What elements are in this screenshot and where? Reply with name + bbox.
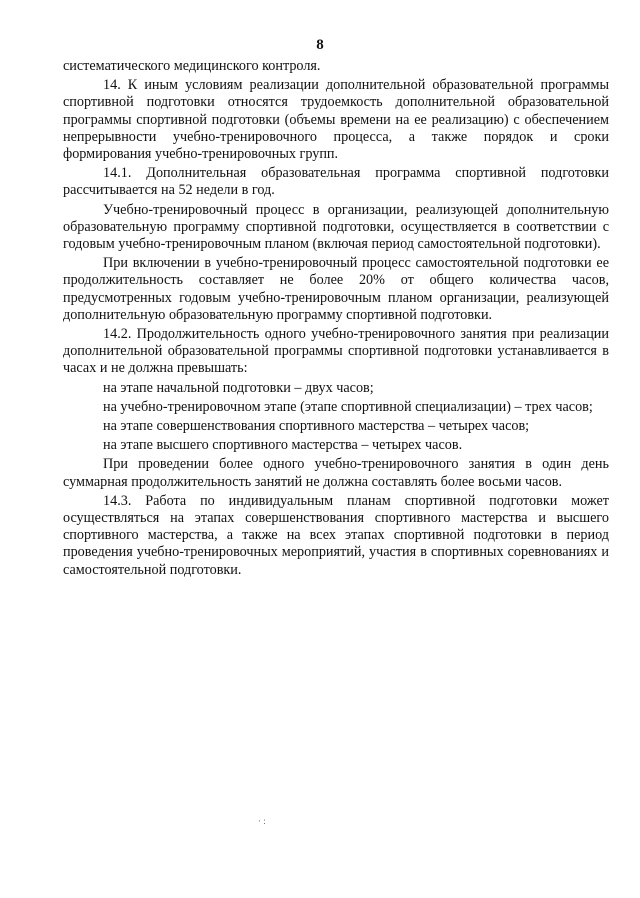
scan-artifact: · :	[258, 816, 266, 826]
paragraph-6: 14.2. Продолжительность одного учебно-тренировочного занятия при реализации дополнительной образовательной программы спортивной подготовки устанавливается в часах и не должна превышать:	[63, 326, 609, 377]
paragraph-9: на этапе совершенствования спортивного мастерства – четырех часов;	[103, 418, 530, 435]
page-number: 8	[316, 37, 324, 53]
paragraph-3: 14.1. Дополнительная образовательная программа спортивной подготовки рассчитывается на 52 недели в год.	[63, 165, 609, 199]
document-body	[63, 58, 609, 579]
paragraph-10: на этапе высшего спортивного мастерства – четырех часов.	[103, 437, 463, 454]
paragraph-8: на учебно-тренировочном этапе (этапе спортивной специализации) – трех часов;	[103, 398, 593, 415]
paragraph-1: систематического медицинского контроля.	[63, 58, 321, 74]
paragraph-2: 14. К иным условиям реализации дополнительной образовательной программы спортивной подготовки относятся трудоемкость дополнительной образовательной программы спортивной подготовки (объемы времени на ее реализацию) с обеспечением непрерывности учебно-тренировочного процесса, а также порядок и сроки формирования учебно-тренировочных групп.	[63, 77, 609, 163]
paragraph-11: При проведении более одного учебно-тренировочного занятия в один день суммарная продолжительность занятий не должна составлять более восьми часов.	[63, 456, 609, 490]
paragraph-4: Учебно-тренировочный процесс в организации, реализующей дополнительную образовательную программу спортивной подготовки, осуществляется в соответствии с годовым учебно-тренировочным планом (включая период самостоятельной подготовки).	[63, 201, 609, 253]
paragraph-12: 14.3. Работа по индивидуальным планам спортивной подготовки может осуществляться на этапах совершенствования спортивного мастерства и высшего спортивного мастерства, а также на всех этапах спортивной подготовки в период проведения учебно-тренировочных мероприятий, участия в спортивных соревнованиях и самостоятельной подготовки.	[63, 492, 609, 578]
paragraph-7: на этапе начальной подготовки – двух часов;	[103, 379, 374, 396]
paragraph-5: При включении в учебно-тренировочный процесс самостоятельной подготовки ее продолжительность составляет не более 20% от общего количества часов, предусмотренных годовым учебно-тренировочным планом организации, реализующей дополнительную образовательную программу спортивной подготовки.	[63, 255, 609, 323]
